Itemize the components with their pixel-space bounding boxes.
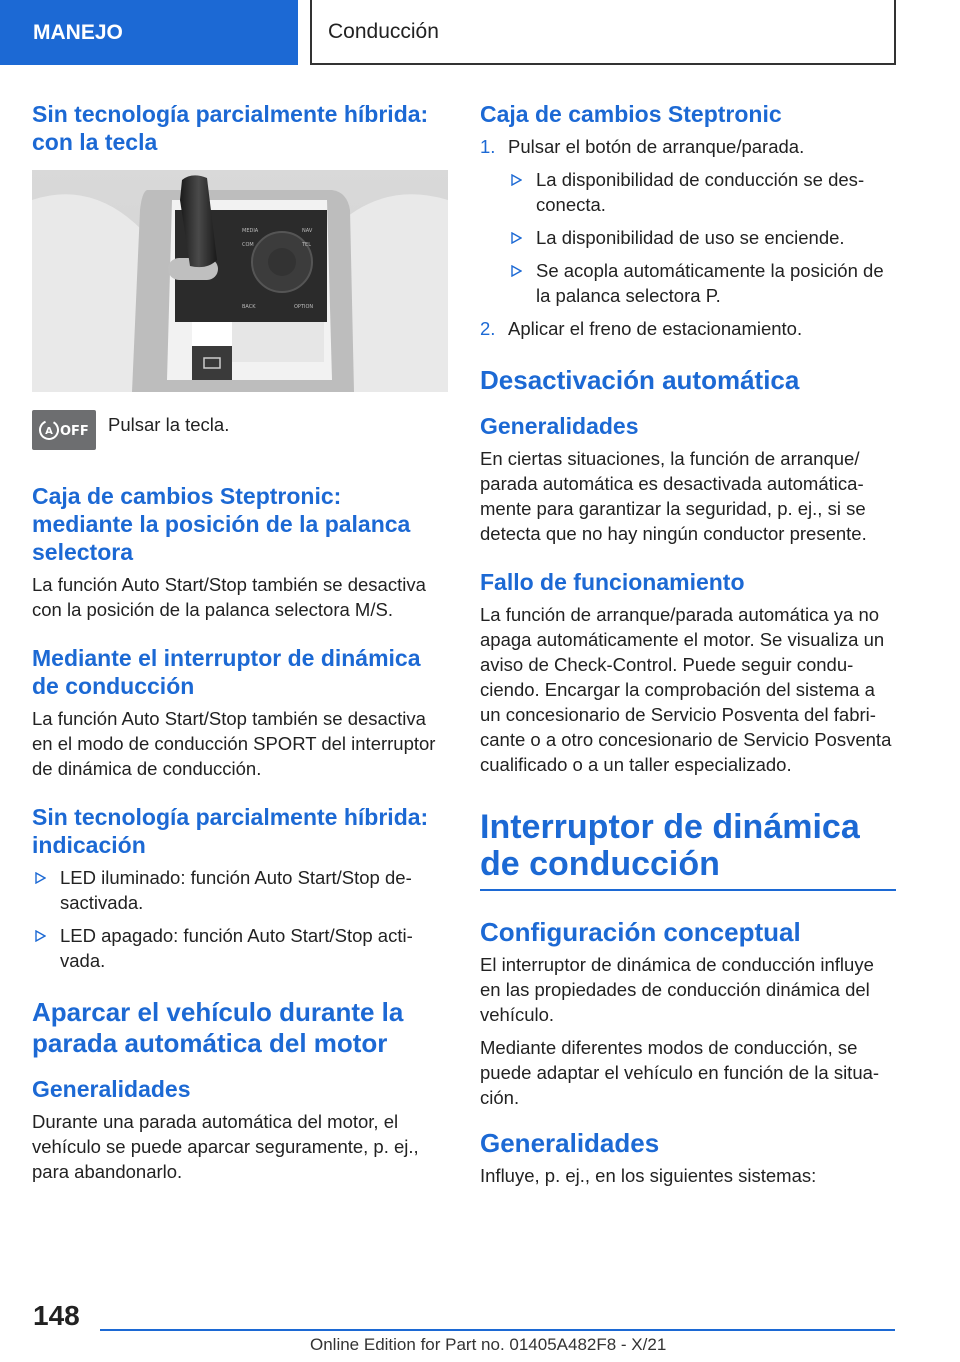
edition-info: Online Edition for Part no. 01405A482F8 - X/21 bbox=[310, 1335, 667, 1354]
photo-label-com: COM bbox=[242, 242, 254, 248]
list-item: LED apagado: función Auto Start/Stop activada. bbox=[32, 923, 448, 973]
heading-park: Aparcar el vehículo durante la parada automática del motor bbox=[32, 997, 404, 1058]
heading-steptronic-lever: Caja de cambios Steptronic: mediante la posición de la palanca selectora bbox=[32, 483, 411, 565]
footer-divider bbox=[100, 1329, 895, 1331]
page-number: 148 bbox=[33, 1300, 80, 1331]
heading-indication: Sin tecnología parcialmente híbrida: indicación bbox=[32, 804, 429, 858]
text-concept-1: El interruptor de dinámica de conducción influye en las propiedades de conducción dinámica del vehículo. bbox=[480, 954, 874, 1025]
a-off-icon bbox=[35, 415, 93, 445]
key-instruction bbox=[32, 410, 448, 450]
off-icon-text: OFF bbox=[60, 424, 89, 439]
header-section-label: MANEJO bbox=[33, 20, 123, 44]
step-item bbox=[480, 316, 896, 341]
photo-label-nav: NAV bbox=[302, 228, 313, 234]
heading-steptronic: Caja de cambios Steptronic bbox=[480, 101, 782, 127]
heading-park-general: Generalidades bbox=[32, 1076, 191, 1102]
photo-label-back: BACK bbox=[242, 304, 256, 310]
header-section-tab bbox=[0, 0, 298, 65]
heading-no-hybrid-key: Sin tecnología parcialmente híbrida: con la tecla bbox=[32, 101, 429, 155]
photo-label-option: OPTION bbox=[294, 304, 314, 310]
text-general-2: Influye, p. ej., en los siguientes sistemas: bbox=[480, 1165, 817, 1186]
text-general: En ciertas situaciones, la función de arranque/ parada automática es desactivada automáticamente para garantizar la seguridad, p. ej., si se detecta que no hay ningún conductor presente. bbox=[480, 448, 867, 544]
right-column bbox=[480, 100, 896, 1196]
text-concept-2: Mediante diferentes modos de conducción, se puede adaptar el vehículo en función de la situación. bbox=[480, 1037, 880, 1108]
photo-label-tel: TEL bbox=[302, 242, 311, 248]
header-chapter-label: Conducción bbox=[328, 19, 439, 43]
left-column bbox=[32, 100, 448, 1192]
header-chapter bbox=[310, 0, 896, 65]
photo-label-media: MEDIA bbox=[242, 228, 259, 234]
auto-start-stop-off-icon bbox=[32, 410, 96, 450]
svg-text:A: A bbox=[45, 426, 53, 437]
triangle-bullet-icon bbox=[34, 872, 46, 884]
triangle-bullet-icon bbox=[510, 265, 522, 277]
indication-list bbox=[32, 865, 448, 973]
heading-dynamic-switch-main: Interruptor de dinámica de conducción bbox=[480, 809, 896, 891]
step-item bbox=[480, 134, 896, 308]
list-item: Se acopla automáticamente la posición de la palanca selectora P. bbox=[508, 258, 896, 308]
list-item: La disponibilidad de uso se enciende. bbox=[508, 225, 896, 250]
steptronic-steps bbox=[480, 134, 896, 341]
key-text: Pulsar la tecla. bbox=[108, 414, 230, 435]
text-park-general: Durante una parada automática del motor, el vehículo se puede aparcar seguramente, p. ej., para abandonarlo. bbox=[32, 1111, 419, 1182]
heading-fault: Fallo de funcionamiento bbox=[480, 569, 745, 595]
text-steptronic-lever: La función Auto Start/Stop también se desactiva con la posición de la palanca selectora M/S. bbox=[32, 574, 426, 620]
step-text: Aplicar el freno de estacionamiento. bbox=[508, 318, 803, 339]
gear-selector-photo bbox=[32, 170, 448, 392]
heading-general: Generalidades bbox=[480, 413, 639, 439]
triangle-bullet-icon bbox=[510, 232, 522, 244]
text-dynamic-switch: La función Auto Start/Stop también se desactiva en el modo de conducción SPORT del interruptor de dinámica de conducción. bbox=[32, 708, 436, 779]
step-number: 1. bbox=[480, 136, 496, 157]
list-item: LED iluminado: función Auto Start/Stop desactivada. bbox=[32, 865, 448, 915]
heading-dynamic-switch: Mediante el interruptor de dinámica de conducción bbox=[32, 645, 421, 699]
heading-concept: Configuración conceptual bbox=[480, 917, 801, 947]
step-sub-list bbox=[508, 167, 896, 308]
list-item: La disponibilidad de conducción se desconecta. bbox=[508, 167, 896, 217]
triangle-bullet-icon bbox=[34, 930, 46, 942]
step-number: 2. bbox=[480, 318, 496, 339]
step-text: Pulsar el botón de arranque/parada. bbox=[508, 136, 805, 157]
heading-auto-deactivation: Desactivación automática bbox=[480, 365, 800, 395]
heading-general-2: Generalidades bbox=[480, 1128, 660, 1158]
text-fault: La función de arranque/parada automática ya no apaga automáticamente el motor. Se visualiza un aviso de Check-Control. Puede seguir conduciendo. Encargar la comprobación del sistema a un concesionario de Servicio Posventa del fabricante o a otro concesionario de Servicio Posventa cualificado o a un taller especializado. bbox=[480, 604, 892, 775]
triangle-bullet-icon bbox=[510, 174, 522, 186]
